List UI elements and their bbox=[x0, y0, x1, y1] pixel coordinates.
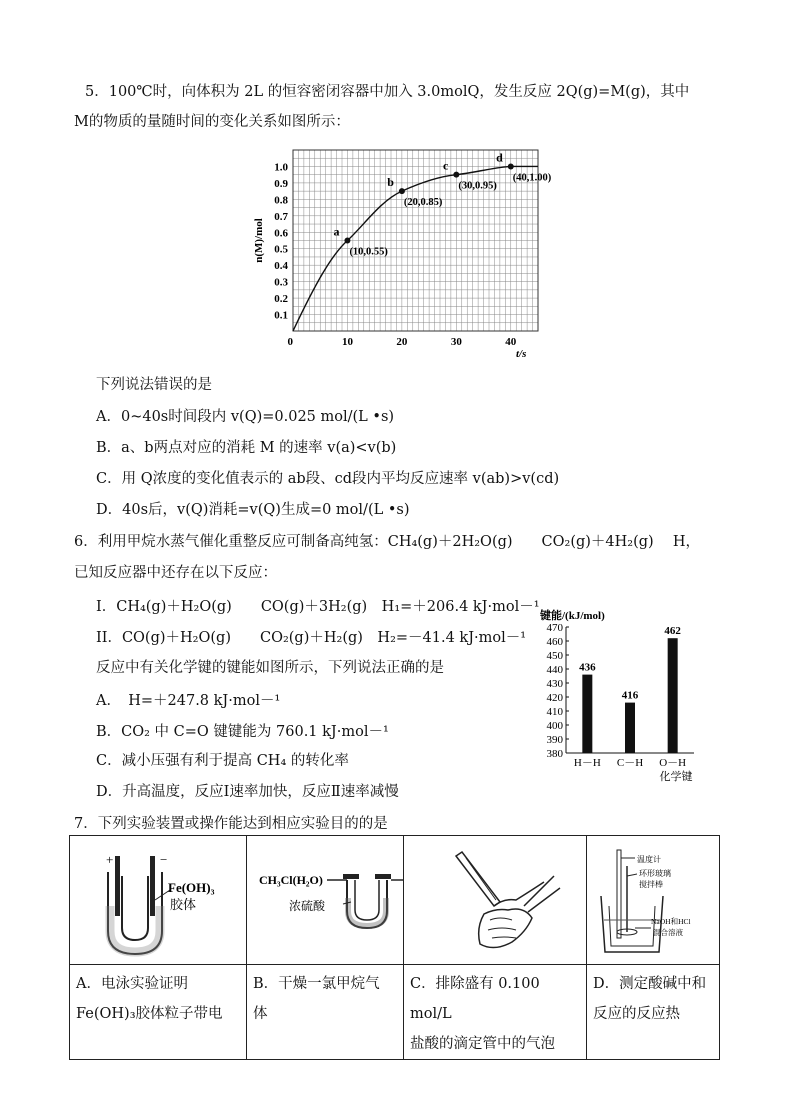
x-tick-label: 40 bbox=[505, 336, 517, 348]
x-tick-label: C－H bbox=[616, 757, 644, 769]
data-point-d bbox=[508, 163, 514, 169]
y-tick-label: 1.0 bbox=[274, 161, 288, 174]
bar-value-label-2: 462 bbox=[664, 625, 681, 638]
y-tick-label: 0.7 bbox=[274, 210, 288, 223]
bar-2 bbox=[668, 638, 678, 753]
y-axis-label: n(M)/mol bbox=[253, 218, 265, 263]
stirrer-label-1: 环形玻璃 bbox=[639, 869, 671, 878]
x-tick-label: 30 bbox=[450, 336, 462, 348]
q5-chart bbox=[250, 142, 552, 364]
left-electrode bbox=[115, 856, 120, 916]
point-name-d: d bbox=[496, 150, 503, 165]
stirrer-label-2: 搅拌棒 bbox=[639, 880, 663, 889]
y-tick-label: 390 bbox=[546, 734, 563, 746]
q5-option-b: B．a、b两点对应的消耗 M 的速率 v(a)<v(b) bbox=[96, 440, 397, 456]
thermometer bbox=[617, 850, 621, 938]
y-tick-label: 0.2 bbox=[274, 293, 288, 306]
y-tick-label: 0.3 bbox=[274, 276, 288, 289]
y-tick-label: 460 bbox=[546, 636, 563, 648]
q7-figure-b bbox=[247, 836, 404, 965]
y-tick-label: 400 bbox=[546, 720, 563, 732]
q5-option-c: C．用 Q浓度的变化值表示的 ab段、cd段内平均反应速率 v(ab)>v(cd) bbox=[96, 471, 560, 487]
acid-liquid bbox=[348, 898, 386, 926]
q6-reaction-2: II．CO(g)＋H₂O(g) CO₂(g)＋H₂(g) H₂=－41.4 kJ·mol－¹ bbox=[96, 630, 527, 646]
point-name-b: b bbox=[387, 175, 394, 190]
bar-value-label-1: 416 bbox=[621, 689, 639, 702]
y-tick-label: 440 bbox=[546, 664, 563, 676]
q6-bond-energy-chart bbox=[530, 605, 710, 785]
q7-figure-d bbox=[587, 836, 720, 965]
bar-1 bbox=[625, 703, 635, 753]
data-point-b bbox=[399, 188, 405, 194]
q7-stem: 7．下列实验装置或操作能达到相应实验目的的是 bbox=[74, 816, 388, 832]
x-tick-label: 20 bbox=[396, 336, 408, 348]
point-name-a: a bbox=[333, 224, 340, 239]
y-tick-label: 380 bbox=[546, 748, 563, 760]
y-tick-label: 430 bbox=[546, 678, 563, 690]
chart-title: 键能/(kJ/mol) bbox=[540, 610, 605, 622]
q7-caption-d: D．测定酸碱中和 反应的反应热 bbox=[587, 965, 720, 1060]
q5-stem-line1: 5．100℃时，向体积为 2L 的恒容密闭容器中加入 3.0molQ，发生反应 2Q(g)=M(g)，其中 bbox=[85, 84, 690, 100]
acid-label: 浓硫酸 bbox=[289, 899, 326, 913]
q7-figure-a bbox=[70, 836, 247, 965]
colloid-label-1: Fe(OH)₃ bbox=[168, 880, 215, 895]
q7-figure-c bbox=[404, 836, 587, 965]
q5-option-a: A．0~40s时间段内 v(Q)=0.025 mol/(L •s) bbox=[96, 409, 395, 425]
point-label-b: (20,0.85) bbox=[403, 197, 443, 209]
x-tick-label: O－H bbox=[659, 757, 687, 769]
x-tick-label: 10 bbox=[341, 336, 353, 348]
anode-plus-label: + bbox=[106, 852, 114, 867]
y-tick-label: 420 bbox=[546, 692, 563, 704]
q6-stem-line1: 6．利用甲烷水蒸气催化重整反应可制备高纯氢：CH₄(g)＋2H₂O(g) CO₂(g)＋4H₂(g) H， bbox=[74, 534, 700, 550]
x-axis-label: 化学键 bbox=[659, 771, 693, 783]
q6-prompt: 反应中有关化学键的键能如图所示，下列说法正确的是 bbox=[96, 660, 444, 676]
q5-option-d: D．40s后，v(Q)消耗=v(Q)生成=0 mol/(L •s) bbox=[96, 502, 410, 518]
q6-option-b: B．CO₂ 中 C=O 键键能为 760.1 kJ·mol－¹ bbox=[96, 724, 389, 740]
bar-value-label-0: 436 bbox=[579, 661, 596, 674]
point-label-a: (10,0.55) bbox=[349, 246, 388, 258]
q6-reaction-1: I．CH₄(g)＋H₂O(g) CO(g)＋3H₂(g) H₁=＋206.4 kJ·mol－¹ bbox=[96, 599, 540, 615]
q7-caption-a: A．电泳实验证明 Fe(OH)₃胶体粒子带电 bbox=[70, 965, 247, 1060]
q7-table bbox=[69, 835, 720, 1060]
x-tick-label: 0 bbox=[287, 336, 293, 348]
y-tick-label: 0.9 bbox=[274, 177, 288, 190]
cathode-minus-label: − bbox=[160, 852, 168, 867]
x-axis-label: t/s bbox=[516, 348, 527, 360]
y-tick-label: 0.1 bbox=[274, 309, 288, 322]
bar-0 bbox=[582, 675, 592, 753]
y-tick-label: 0.5 bbox=[274, 243, 288, 256]
gas-label: CH₃Cl(H₂O) bbox=[259, 873, 323, 887]
burette-tip bbox=[456, 852, 500, 906]
q6-option-a: A． H=＋247.8 kJ·mol－¹ bbox=[96, 693, 281, 709]
mix-label-2: 混合溶液 bbox=[653, 928, 683, 937]
point-label-d: (40,1.00) bbox=[512, 172, 552, 184]
mix-label-1: NaOH和HCl bbox=[651, 917, 691, 926]
y-tick-label: 0.4 bbox=[274, 260, 288, 273]
q6-stem-line2: 已知反应器中还存在以下反应： bbox=[74, 565, 277, 581]
point-name-c: c bbox=[443, 158, 449, 173]
y-tick-label: 450 bbox=[546, 650, 563, 662]
x-tick-label: H－H bbox=[573, 757, 601, 769]
y-tick-label: 0.6 bbox=[274, 227, 288, 240]
y-tick-label: 470 bbox=[546, 622, 563, 634]
q5-stem-line2: M的物质的量随时间的变化关系如图所示： bbox=[74, 114, 350, 130]
right-electrode bbox=[150, 856, 155, 916]
colloid-label-2: 胶体 bbox=[170, 897, 197, 912]
q6-option-c: C．减小压强有利于提高 CH₄ 的转化率 bbox=[96, 753, 349, 769]
y-tick-label: 0.8 bbox=[274, 194, 288, 207]
q5-prompt: 下列说法错误的是 bbox=[96, 377, 212, 393]
data-point-c bbox=[453, 172, 459, 178]
q7-caption-c: C．排除盛有 0.100 mol/L 盐酸的滴定管中的气泡 bbox=[404, 965, 587, 1060]
thermometer-label: 温度计 bbox=[637, 855, 661, 864]
point-label-c: (30,0.95) bbox=[458, 180, 497, 192]
q7-caption-b: B．干燥一氯甲烷气 体 bbox=[247, 965, 404, 1060]
data-point-a bbox=[344, 238, 350, 244]
q6-option-d: D．升高温度，反应Ⅰ速率加快，反应Ⅱ速率减慢 bbox=[96, 784, 399, 800]
y-tick-label: 410 bbox=[546, 706, 563, 718]
